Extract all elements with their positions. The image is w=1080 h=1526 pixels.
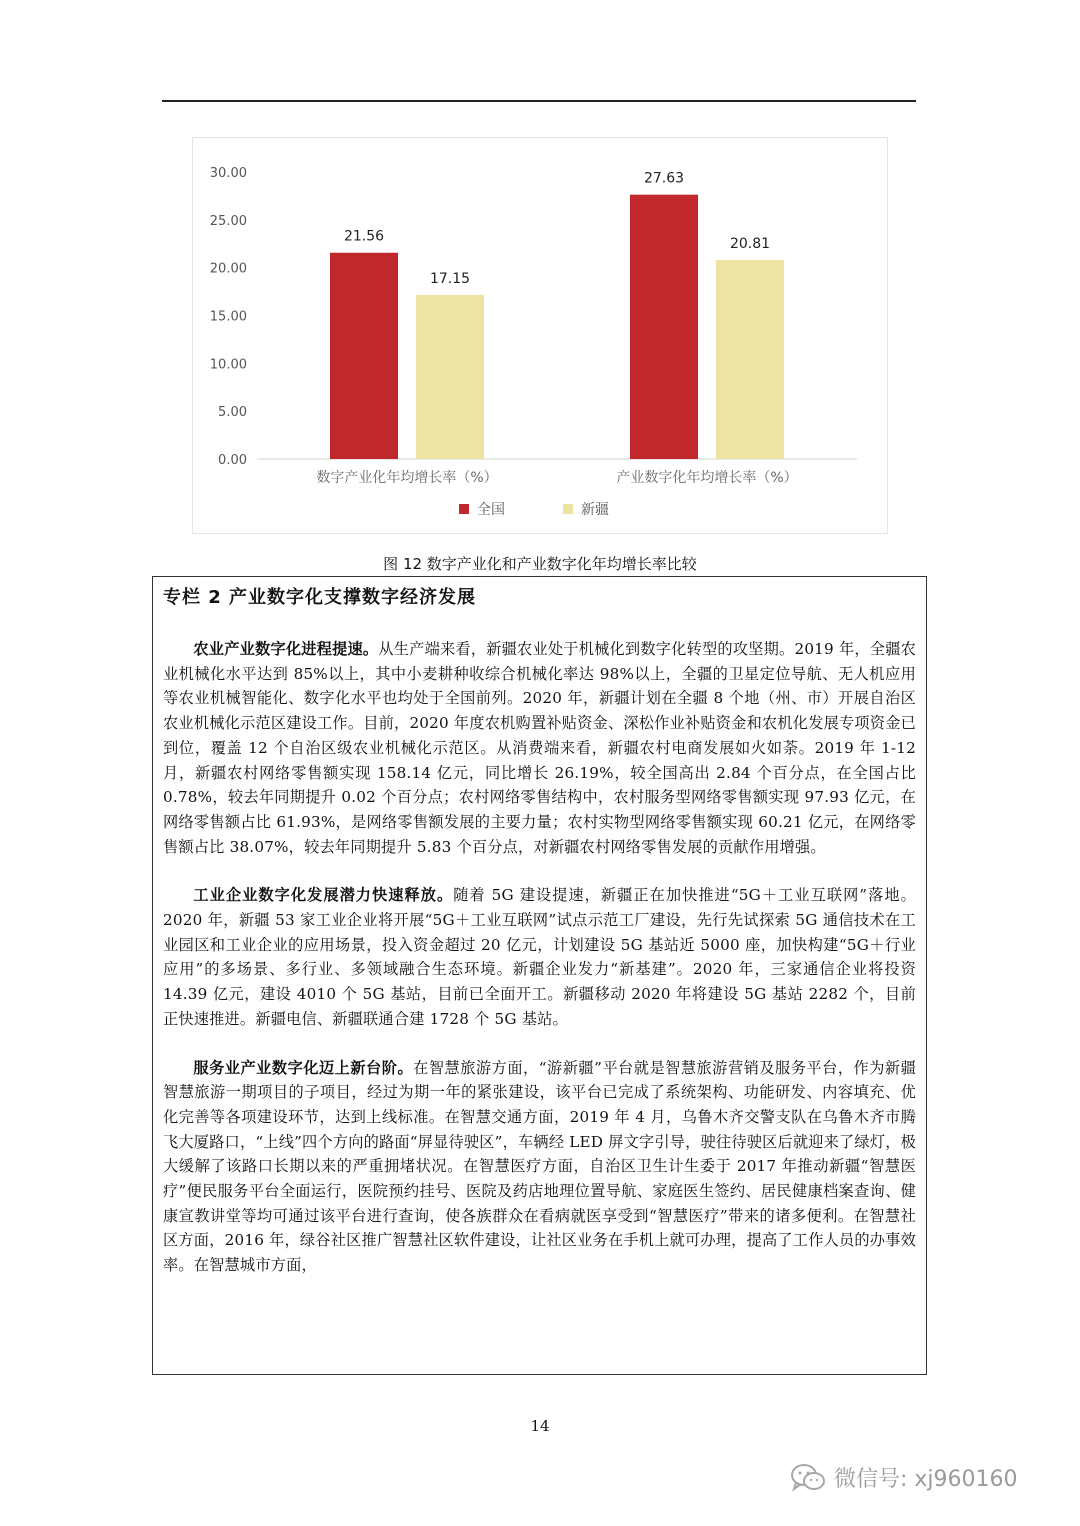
data-label: 17.15 (429, 270, 471, 287)
wechat-watermark (790, 1462, 1018, 1493)
y-tick-label: 30.00 (209, 166, 247, 181)
page-number: 14 (530, 1417, 550, 1435)
legend-swatch (459, 504, 469, 514)
watermark-text: 微信号: xj960160 (834, 1467, 1018, 1492)
paragraph-lead: 工业企业数字化发展潜力快速释放。 (193, 886, 454, 905)
y-tick-label: 20.00 (209, 261, 247, 277)
x-category-label: 数字产业化年均增长率（%） (316, 470, 498, 486)
header-rule (162, 100, 916, 102)
paragraph-lead: 服务业产业数字化迈上新台阶。 (193, 1058, 414, 1077)
paragraph-lead: 农业产业数字化进程提速。 (193, 640, 379, 658)
paragraph-agriculture (163, 637, 916, 859)
wechat-icon (790, 1463, 826, 1493)
data-label: 27.63 (643, 170, 685, 187)
paragraph-services (163, 1056, 916, 1278)
paragraph-body: 随着 5G 建设提速，新疆正在加快推进“5G＋工业互联网”落地。2020 年，新疆 53 家工业企业将开展“5G＋工业互联网”试点示范工厂建设，先行先试探索 5G 通信技术在工业园区和工业企业的应用场景，投入资金超过 20 亿元，计划建设 5G 基站近 5000 座，加快构建“5G＋行业应用”的多场景、多行业、多领域融合生态环境。新疆企业发力“新基建”。2020 年，三家通信企业将投资 14.39 亿元，建设 4010 个 5G 基站，目前已全面开工。新疆移动 2020 年将建设 5G 基站 2282 个，目前正快速推进。新疆电信、新疆联通合建 1728 个 5G 基站。 (163, 886, 916, 1028)
paragraph-industry (163, 883, 916, 1031)
sidebar-box (152, 576, 927, 1375)
paragraph-body: 从生产端来看，新疆农业处于机械化到数字化转型的攻坚期。2019 年，全疆农业机械化水平达到 85%以上，其中小麦耕种收综合机械化率达 98%以上，全疆的卫星定位导航、无人机应用等农业机械智能化、数字化水平也均处于全国前列。2020 年，新疆计划在全疆 8 个地（州、市）开展自治区农业机械化示范区建设工作。目前，2020 年度农机购置补贴资金、深松作业补贴资金和农机化发展专项资金已到位，覆盖 12 个自治区级农业机械化示范区。从消费端来看，新疆农村电商发展如火如荼。2019 年 1-12 月，新疆农村网络零售额实现 158.14 亿元，同比增长 26.19%，较全国高出 2.84 个百分点，在全国占比 0.78%，较去年同期提升 0.02 个百分点；农村网络零售结构中，农村服务型网络零售额实现 97.93 亿元，在网络零售额占比 61.93%，是网络零售额发展的主要力量；农村实物型网络零售额实现 60.21 亿元，在网络零售额占比 38.07%，较去年同期提升 5.83 个百分点，对新疆农村网络零售发展的贡献作用增强。 (163, 640, 916, 856)
y-tick-label: 25.00 (209, 213, 247, 229)
box-title: 专栏 2 产业数字化支撑数字经济发展 (163, 587, 477, 608)
y-tick-label: 5.00 (218, 405, 247, 421)
bar-xinjiang (716, 260, 784, 459)
legend-swatch (563, 504, 573, 514)
x-category-label: 产业数字化年均增长率（%） (616, 470, 798, 486)
bar-national (330, 253, 398, 459)
bar-national (630, 195, 698, 459)
bar-xinjiang (416, 295, 484, 459)
data-label: 21.56 (343, 228, 385, 245)
y-tick-label: 10.00 (209, 357, 247, 373)
legend-label: 新疆 (581, 502, 609, 518)
y-tick-label: 0.00 (218, 453, 247, 468)
y-tick-label: 15.00 (209, 309, 247, 325)
bar-chart (193, 138, 889, 535)
figure-caption: 图 12 数字产业化和产业数字化年均增长率比较 (383, 555, 697, 573)
legend-label: 全国 (477, 502, 505, 518)
data-label: 20.81 (729, 235, 771, 252)
paragraph-body: 在智慧旅游方面，“游新疆”平台就是智慧旅游营销及服务平台，作为新疆智慧旅游一期项目的子项目，经过为期一年的紧张建设，该平台已完成了系统架构、功能研发、内容填充、优化完善等各项建设环节，达到上线标准。在智慧交通方面，2019 年 4 月，乌鲁木齐交警支队在乌鲁木齐市腾飞大厦路口，“上线”四个方向的路面“屏显待驶区”，车辆经 LED 屏文字引导，驶往待驶区后就迎来了绿灯，极大缓解了该路口长期以来的严重拥堵状况。在智慧医疗方面，自治区卫生计生委于 2017 年推动新疆“智慧医疗”便民服务平台全面运行，医院预约挂号、医院及药店地理位置导航、家庭医生签约、居民健康档案查询、健康宣教讲堂等均可通过该平台进行查询，使各族群众在看病就医享受到“智慧医疗”带来的诸多便利。在智慧社区方面，2016 年，绿谷社区推广智慧社区软件建设，让社区业务在手机上就可办理，提高了工作人员的办事效率。在智慧城市方面， (163, 1058, 916, 1275)
bar-chart-panel (192, 137, 888, 534)
